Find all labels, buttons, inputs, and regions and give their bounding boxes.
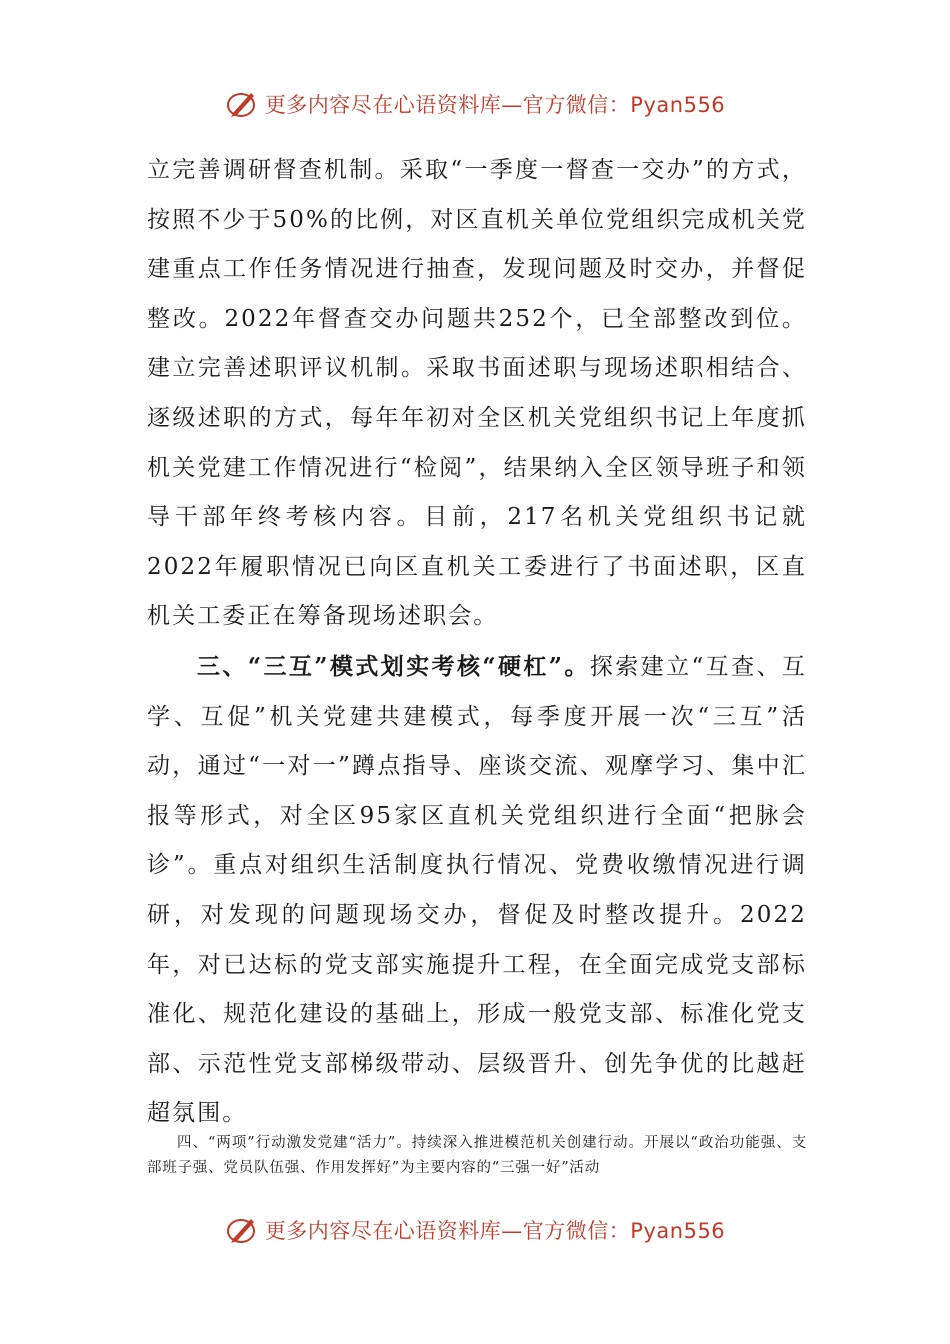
document-body: [147, 146, 807, 1139]
watermark-text: 更多内容尽在心语资料库—官方微信：Pyan556: [264, 93, 726, 117]
pen-logo-icon: [225, 87, 259, 121]
paragraph-three-mutual-mode: [147, 642, 807, 1139]
footer-watermark-banner: [0, 1210, 950, 1250]
section-heading-three: 三、“三互”模式划实考核“硬杠”。: [197, 652, 590, 680]
header-watermark-banner: [0, 84, 950, 124]
paragraph-two-actions-small: 四、“两项”行动激发党建“活力”。持续深入推进模范机关创建行动。开展以“政治功能强、支部班子强、党员队伍强、作用发挥好”为主要内容的“三强一好”活动: [147, 1135, 807, 1176]
section-body-three: 探索建立“互查、互学、互促”机关党建共建模式，每季度开展一次“三互”活动，通过“一对一”蹲点指导、座谈交流、观摩学习、集中汇报等形式，对全区95家区直机关党组织进行全面“把脉会诊”。重点对组织生活制度执行情况、党费收缴情况进行调研，对发现的问题现场交办，督促及时整改提升。2022年，对已达标的党支部实施提升工程，在全面完成党支部标准化、规范化建设的基础上，形成一般党支部、标准化党支部、示范性党支部梯级带动、层级晋升、创先争优的比越赶超氛围。: [147, 653, 807, 1127]
paragraph-supervision-mechanism: 立完善调研督查机制。采取“一季度一督查一交办”的方式，按照不少于50%的比例，对区直机关单位党组织完成机关党建重点工作任务情况进行抽查，发现问题及时交办，并督促整改。2022年督查交办问题共252个，已全部整改到位。建立完善述职评议机制。采取书面述职与现场述职相结合、逐级述职的方式，每年年初对全区机关党组织书记上年度抓机关党建工作情况进行“检阅”，结果纳入全区领导班子和领导干部年终考核内容。目前，217名机关党组织书记就2022年履职情况已向区直机关工委进行了书面述职，区直机关工委正在筹备现场述职会。: [147, 157, 807, 630]
watermark-text: 更多内容尽在心语资料库—官方微信：Pyan556: [264, 1219, 726, 1243]
pen-logo-icon: [225, 1213, 259, 1247]
